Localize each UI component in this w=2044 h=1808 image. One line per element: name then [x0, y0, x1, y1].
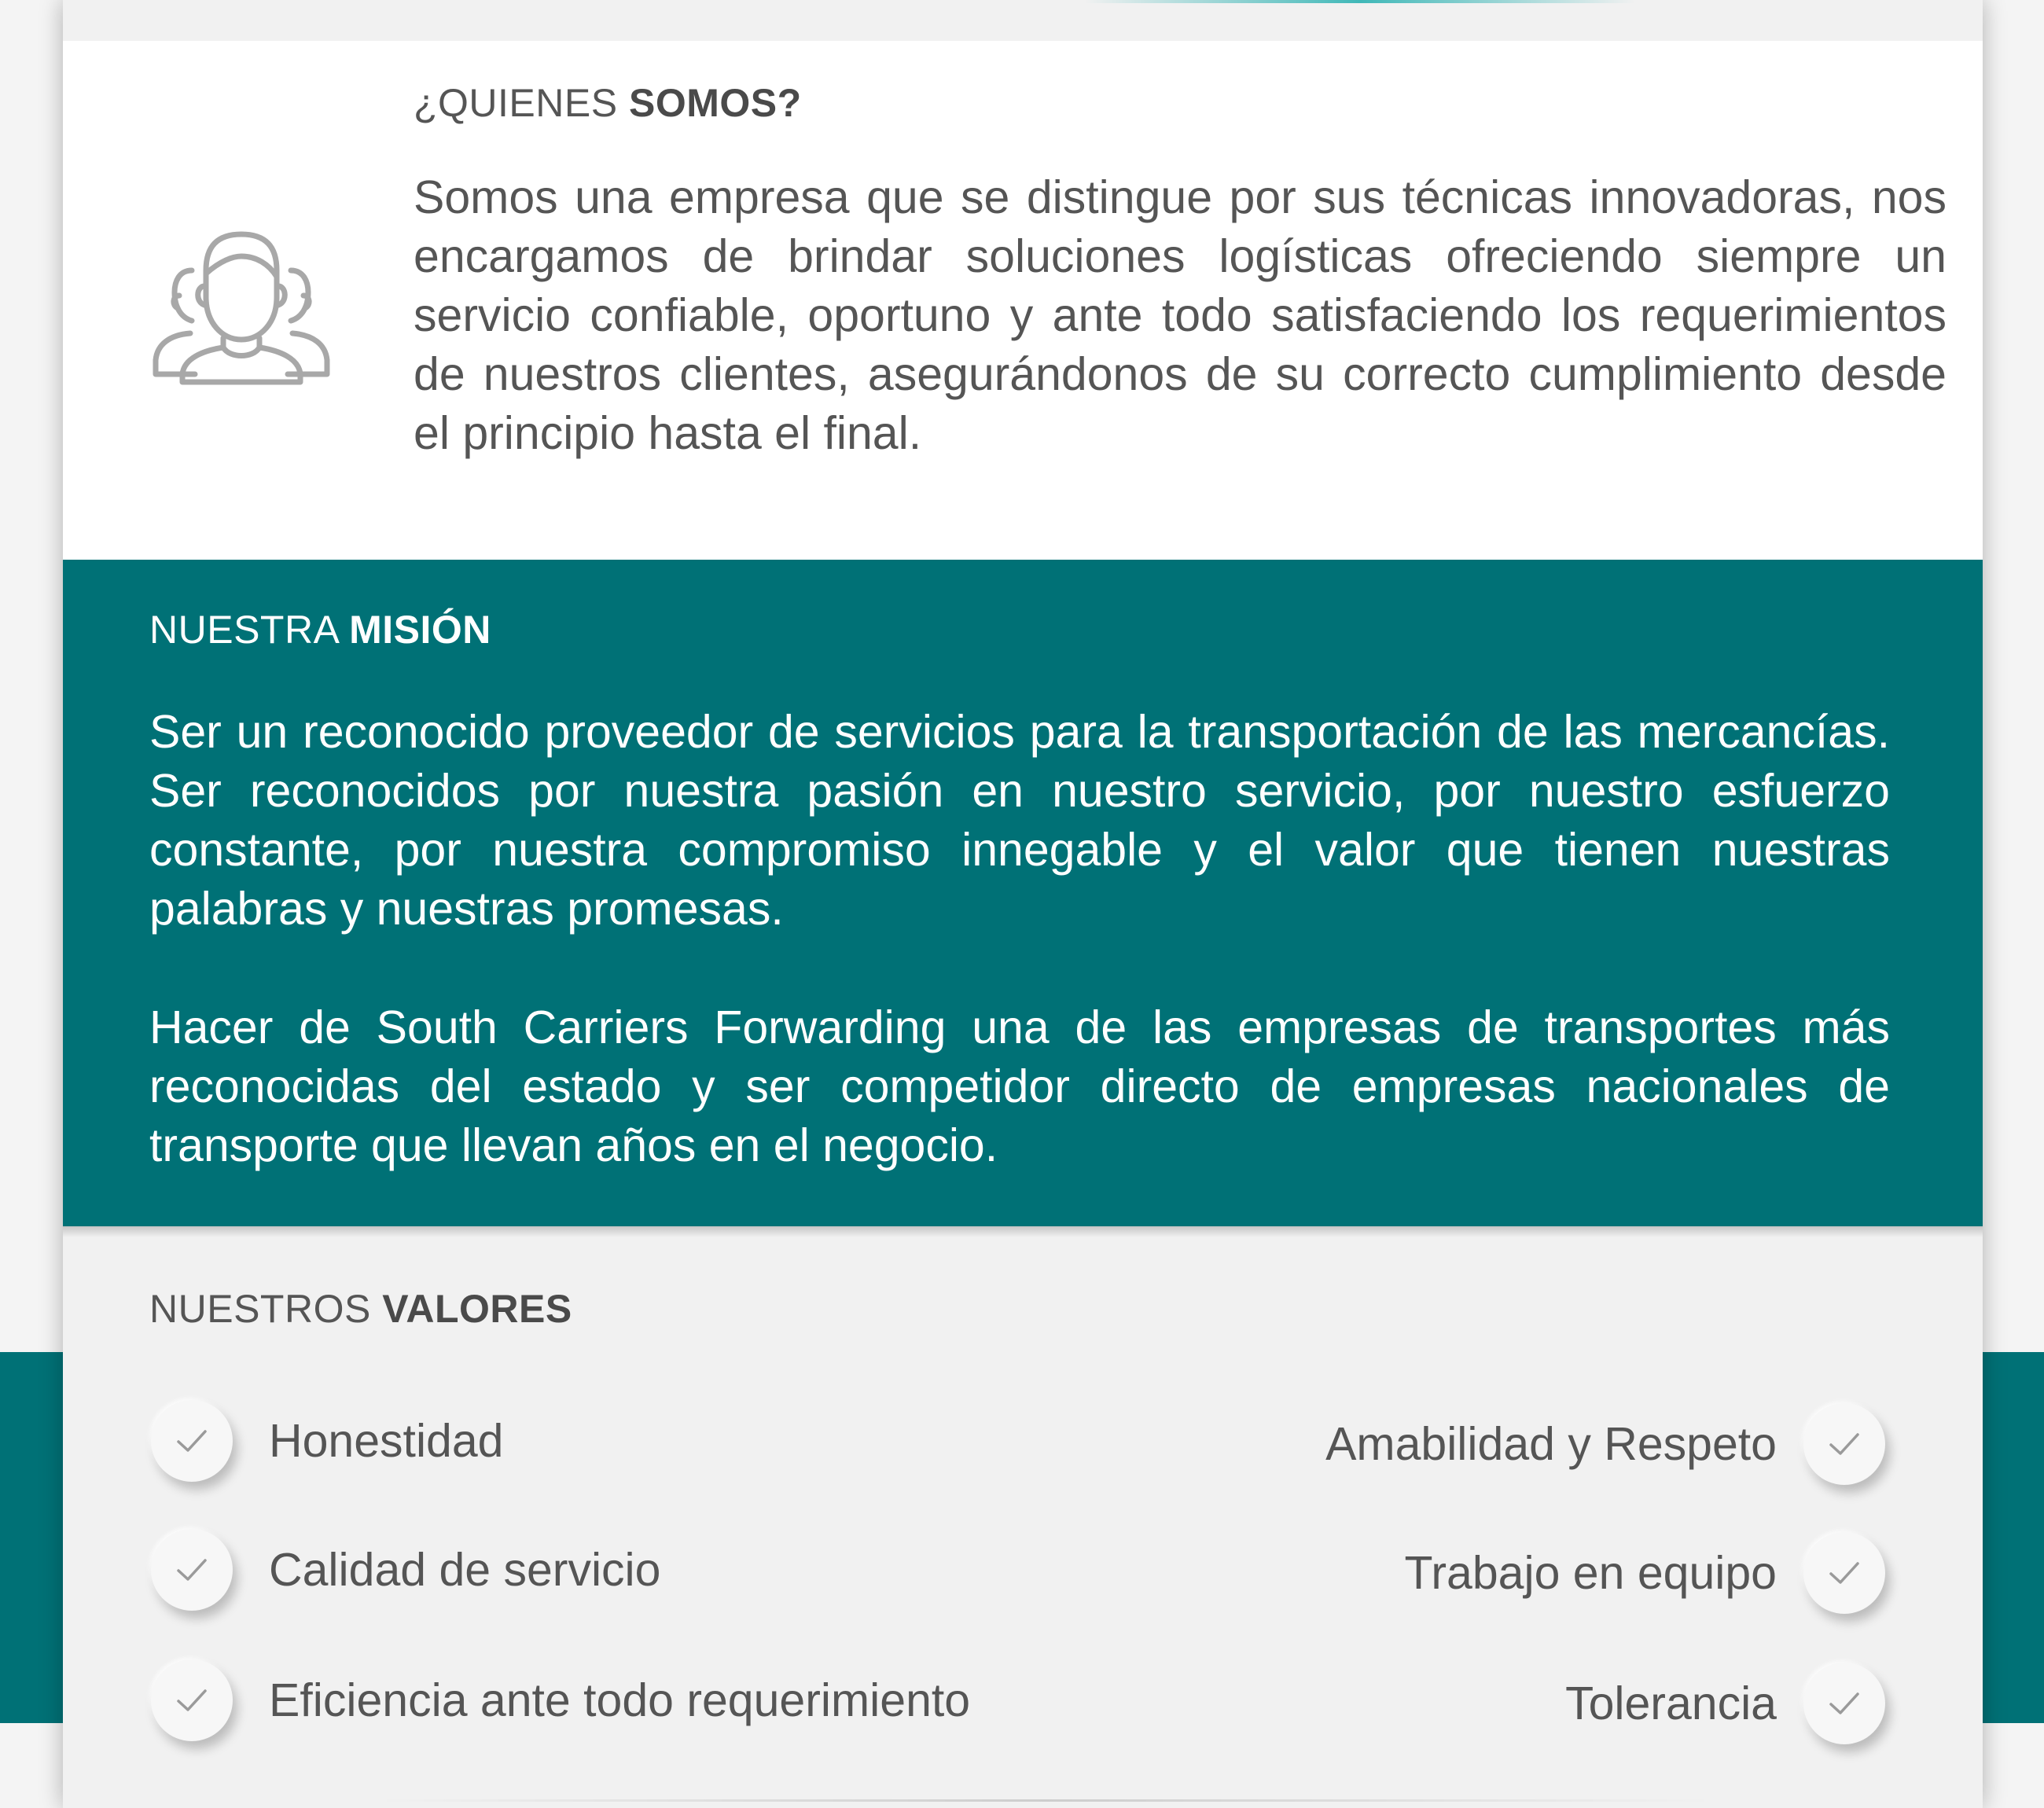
check-icon: [1803, 1663, 1885, 1744]
check-icon: [1803, 1532, 1885, 1614]
values-heading: [149, 1286, 572, 1332]
value-item-amabilidad: [1325, 1401, 1885, 1487]
about-text: Somos una empresa que se distingue por sus técnicas innovadoras, nos encargamos de brindar soluciones logísticas ofreciendo siempre un servicio confiable, oportuno y ante todo satisfaciendo los requerimientos de nuestros clientes, asegurándonos de su correcto cumplimiento desde el principio hasta el final.: [414, 171, 1947, 459]
mission-section: [63, 560, 1983, 1226]
top-accent-line: [1085, 0, 1635, 3]
check-icon: [1803, 1403, 1885, 1485]
about-heading: [414, 80, 802, 126]
mission-paragraph-2: Hacer de South Carriers Forwarding una de las empresas de transportes más reconocidas del estado y ser competidor directo de empresas nacionales de transporte que llevan años en el negocio.: [149, 1001, 1890, 1171]
content-card: [63, 0, 1983, 1808]
about-section: [63, 41, 1983, 560]
mission-heading-bold: MISIÓN: [349, 608, 491, 652]
check-icon: [151, 1659, 233, 1741]
mission-paragraph-1: Ser un reconocido proveedor de servicios para la transportación de las mercancías. Ser reconocidos por nuestra pasión en nuestro servicio, por nuestro esfuerzo constante, por nuestra compromiso innegable y el valor que tienen nuestras palabras y nuestras promesas.: [149, 706, 1890, 935]
value-label: Trabajo en equipo: [1404, 1547, 1777, 1599]
about-heading-bold: SOMOS?: [628, 81, 802, 125]
values-top-shadow: [63, 1226, 1983, 1237]
value-item-trabajo: [1405, 1530, 1885, 1616]
value-label: Amabilidad y Respeto: [1325, 1418, 1777, 1470]
value-item-eficiencia: [151, 1657, 970, 1744]
value-label: Calidad de servicio: [269, 1544, 661, 1596]
mission-heading-light: NUESTRA: [149, 608, 350, 652]
check-icon: [151, 1400, 233, 1482]
value-label: Tolerancia: [1565, 1678, 1777, 1729]
bottom-divider: [377, 1799, 1714, 1802]
value-label: Honestidad: [269, 1415, 504, 1467]
values-heading-bold: VALORES: [382, 1287, 572, 1331]
about-heading-light: ¿QUIENES: [414, 81, 629, 125]
top-strip: [63, 0, 1983, 41]
value-item-calidad: [151, 1527, 660, 1613]
team-icon: [151, 230, 332, 387]
check-icon: [151, 1529, 233, 1611]
values-section: [63, 1226, 1983, 1808]
value-item-tolerancia: [1565, 1660, 1885, 1747]
value-label: Eficiencia ante todo requerimiento: [269, 1674, 971, 1726]
values-heading-light: NUESTROS: [149, 1287, 383, 1331]
value-item-honestidad: [151, 1398, 504, 1484]
mission-heading: [149, 607, 491, 652]
